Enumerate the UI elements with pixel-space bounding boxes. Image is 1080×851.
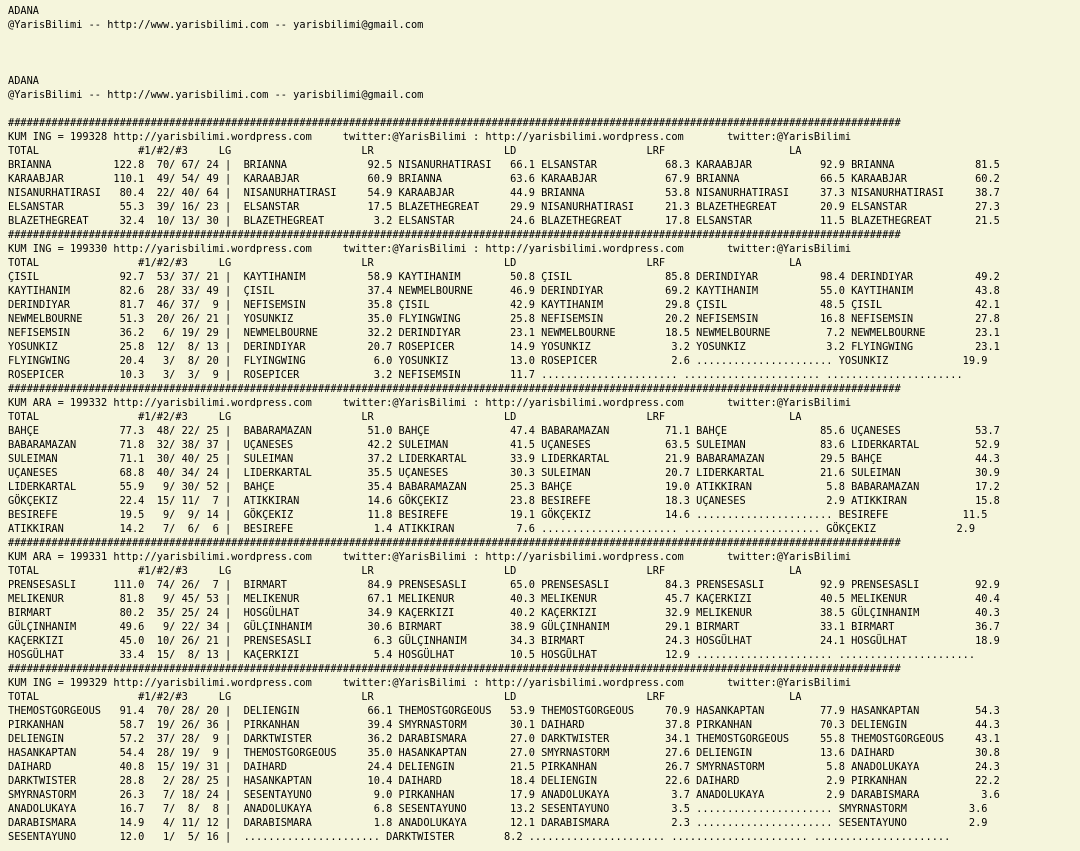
race-row: NEFISEMSIN 36.2 6/ 19/ 29 | NEWMELBOURNE 32.2 DERINDIYAR 23.1 NEWMELBOURNE 18.5 NEWMELBOURNE 7.2 NEWMELBOURNE 23.1 bbox=[8, 327, 1000, 339]
race-row: KAÇERKIZI 45.0 10/ 26/ 21 | PRENSESASLI 6.3 GÜLÇINHANIM 34.3 BIRMART 24.3 HOSGÜLHAT 24.1 HOSGÜLHAT 18.9 bbox=[8, 635, 1000, 647]
race-row: GÖKÇEKIZ 22.4 15/ 11/ 7 | ATIKKIRAN 14.6 GÖKÇEKIZ 23.8 BESIREFE 18.3 UÇANESES 2.9 ATIKKIRAN 15.8 bbox=[8, 495, 1000, 507]
race-title: KUM ARA = 199332 http://yarisbilimi.wordpress.com twitter:@YarisBilimi : http://yarisbilimi.wordpress.com twitter:@YarisBilimi bbox=[8, 397, 852, 409]
race-row: DARKTWISTER 28.8 2/ 28/ 25 | HASANKAPTAN 10.4 DAIHARD 18.4 DELIENGIN 22.6 DAIHARD 2.9 PIRKANHAN 22.2 bbox=[8, 775, 1000, 787]
race-separator: ################################################################################################################################################ bbox=[8, 229, 901, 241]
race-row: HASANKAPTAN 54.4 28/ 19/ 9 | THEMOSTGORGEOUS 35.0 HASANKAPTAN 27.0 SMYRNASTORM 27.6 DELIENGIN 13.6 DAIHARD 30.8 bbox=[8, 747, 1000, 759]
race-separator: ################################################################################################################################################ bbox=[8, 117, 901, 129]
race-column-header: TOTAL #1/#2/#3 LG LR LD LRF LA bbox=[8, 565, 802, 577]
race-row: ANADOLUKAYA 16.7 7/ 8/ 8 | ANADOLUKAYA 6.8 SESENTAYUNO 13.2 SESENTAYUNO 3.5 ...................... SMYRNASTORM 3.6 bbox=[8, 803, 988, 815]
race-row: BIRMART 80.2 35/ 25/ 24 | HOSGÜLHAT 34.9 KAÇERKIZI 40.2 KAÇERKIZI 32.9 MELIKENUR 38.5 GÜLÇINHANIM 40.3 bbox=[8, 607, 1000, 619]
race-row: BAHÇE 77.3 48/ 22/ 25 | BABARAMAZAN 51.0 BAHÇE 47.4 BABARAMAZAN 71.1 BAHÇE 85.6 UÇANESES 53.7 bbox=[8, 425, 1000, 437]
race-row: THEMOSTGORGEOUS 91.4 70/ 28/ 20 | DELIENGIN 66.1 THEMOSTGORGEOUS 53.9 THEMOSTGORGEOUS 70.9 HASANKAPTAN 77.9 HASANKAPTAN 54.3 bbox=[8, 705, 1000, 717]
race-row: ATIKKIRAN 14.2 7/ 6/ 6 | BESIREFE 1.4 ATIKKIRAN 7.6 ...................... ...................... GÖKÇEKIZ 2.9 bbox=[8, 523, 976, 535]
race-row: HOSGÜLHAT 33.4 15/ 8/ 13 | KAÇERKIZI 5.4 HOSGÜLHAT 10.5 HOSGÜLHAT 12.9 ...................... ...................... bbox=[8, 649, 976, 661]
race-column-header: TOTAL #1/#2/#3 LG LR LD LRF LA bbox=[8, 257, 802, 269]
credits-line: @YarisBilimi -- http://www.yarisbilimi.com -- yarisbilimi@gmail.com bbox=[8, 19, 424, 31]
race-row: DARABISMARA 14.9 4/ 11/ 12 | DARABISMARA 1.8 ANADOLUKAYA 12.1 DARABISMARA 2.3 ...................... SESENTAYUNO 2.9 bbox=[8, 817, 988, 829]
race-title: KUM ING = 199330 http://yarisbilimi.wordpress.com twitter:@YarisBilimi : http://yarisbilimi.wordpress.com twitter:@YarisBilimi bbox=[8, 243, 852, 255]
race-title: KUM ING = 199329 http://yarisbilimi.wordpress.com twitter:@YarisBilimi : http://yarisbilimi.wordpress.com twitter:@YarisBilimi bbox=[8, 677, 852, 689]
race-row: LIDERKARTAL 55.9 9/ 30/ 52 | BAHÇE 35.4 BABARAMAZAN 25.3 BAHÇE 19.0 ATIKKIRAN 5.8 BABARAMAZAN 17.2 bbox=[8, 481, 1000, 493]
race-row: NISANURHATIRASI 80.4 22/ 40/ 64 | NISANURHATIRASI 54.9 KARAABJAR 44.9 BRIANNA 53.8 NISANURHATIRASI 37.3 NISANURHATIRASI 38.7 bbox=[8, 187, 1000, 199]
city-heading-repeat: ADANA bbox=[8, 75, 39, 87]
race-row: ÇISIL 92.7 53/ 37/ 21 | KAYTIHANIM 58.9 KAYTIHANIM 50.8 ÇISIL 85.8 DERINDIYAR 98.4 DERINDIYAR 49.2 bbox=[8, 271, 1000, 283]
spacer bbox=[8, 46, 1080, 60]
race-row: SULEIMAN 71.1 30/ 40/ 25 | SULEIMAN 37.2 LIDERKARTAL 33.9 LIDERKARTAL 21.9 BABARAMAZAN 29.5 BAHÇE 44.3 bbox=[8, 453, 1000, 465]
race-row: ROSEPICER 10.3 3/ 3/ 9 | ROSEPICER 3.2 NEFISEMSIN 11.7 ...................... ...................... ...................... bbox=[8, 369, 963, 381]
race-row: BRIANNA 122.8 70/ 67/ 24 | BRIANNA 92.5 NISANURHATIRASI 66.1 ELSANSTAR 68.3 KARAABJAR 92.9 BRIANNA 81.5 bbox=[8, 159, 1000, 171]
race-title: KUM ARA = 199331 http://yarisbilimi.wordpress.com twitter:@YarisBilimi : http://yarisbilimi.wordpress.com twitter:@YarisBilimi bbox=[8, 551, 852, 563]
race-separator: ################################################################################################################################################ bbox=[8, 663, 901, 675]
race-row: BABARAMAZAN 71.8 32/ 38/ 37 | UÇANESES 42.2 SULEIMAN 41.5 UÇANESES 63.5 SULEIMAN 83.6 LIDERKARTAL 52.9 bbox=[8, 439, 1000, 451]
race-row: FLYINGWING 20.4 3/ 8/ 20 | FLYINGWING 6.0 YOSUNKIZ 13.0 ROSEPICER 2.6 ...................... YOSUNKIZ 19.9 bbox=[8, 355, 988, 367]
race-list bbox=[8, 116, 1080, 844]
race-row: NEWMELBOURNE 51.3 20/ 26/ 21 | YOSUNKIZ 35.0 FLYINGWING 25.8 NEFISEMSIN 20.2 NEFISEMSIN 16.8 NEFISEMSIN 27.8 bbox=[8, 313, 1000, 325]
race-column-header: TOTAL #1/#2/#3 LG LR LD LRF LA bbox=[8, 145, 802, 157]
race-row: GÜLÇINHANIM 49.6 9/ 22/ 34 | GÜLÇINHANIM 30.6 BIRMART 38.9 GÜLÇINHANIM 29.1 BIRMART 33.1 BIRMART 36.7 bbox=[8, 621, 1000, 633]
race-row: SMYRNASTORM 26.3 7/ 18/ 24 | SESENTAYUNO 9.0 PIRKANHAN 17.9 ANADOLUKAYA 3.7 ANADOLUKAYA 2.9 DARABISMARA 3.6 bbox=[8, 789, 1000, 801]
race-row: DAIHARD 40.8 15/ 19/ 31 | DAIHARD 24.4 DELIENGIN 21.5 PIRKANHAN 26.7 SMYRNASTORM 5.8 ANADOLUKAYA 24.3 bbox=[8, 761, 1000, 773]
race-column-header: TOTAL #1/#2/#3 LG LR LD LRF LA bbox=[8, 411, 802, 423]
spacer bbox=[8, 60, 1080, 74]
race-row: ELSANSTAR 55.3 39/ 16/ 23 | ELSANSTAR 17.5 BLAZETHEGREAT 29.9 NISANURHATIRASI 21.3 BLAZETHEGREAT 20.9 ELSANSTAR 27.3 bbox=[8, 201, 1000, 213]
race-row: BESIREFE 19.5 9/ 9/ 14 | GÖKÇEKIZ 11.8 BESIREFE 19.1 GÖKÇEKIZ 14.6 ...................... BESIREFE 11.5 bbox=[8, 509, 988, 521]
race-row: DELIENGIN 57.2 37/ 28/ 9 | DARKTWISTER 36.2 DARABISMARA 27.0 DARKTWISTER 34.1 THEMOSTGORGEOUS 55.8 THEMOSTGORGEOUS 43.1 bbox=[8, 733, 1000, 745]
race-row: KAYTIHANIM 82.6 28/ 33/ 49 | ÇISIL 37.4 NEWMELBOURNE 46.9 DERINDIYAR 69.2 KAYTIHANIM 55.0 KAYTIHANIM 43.8 bbox=[8, 285, 1000, 297]
race-column-header: TOTAL #1/#2/#3 LG LR LD LRF LA bbox=[8, 691, 802, 703]
race-row: YOSUNKIZ 25.8 12/ 8/ 13 | DERINDIYAR 20.7 ROSEPICER 14.9 YOSUNKIZ 3.2 YOSUNKIZ 3.2 FLYINGWING 23.1 bbox=[8, 341, 1000, 353]
race-row: SESENTAYUNO 12.0 1/ 5/ 16 | ...................... DARKTWISTER 8.2 ...................... ...................... ...................... bbox=[8, 831, 951, 843]
race-row: DERINDIYAR 81.7 46/ 37/ 9 | NEFISEMSIN 35.8 ÇISIL 42.9 KAYTIHANIM 29.8 ÇISIL 48.5 ÇISIL 42.1 bbox=[8, 299, 1000, 311]
race-row: UÇANESES 68.8 40/ 34/ 24 | LIDERKARTAL 35.5 UÇANESES 30.3 SULEIMAN 20.7 LIDERKARTAL 21.6 SULEIMAN 30.9 bbox=[8, 467, 1000, 479]
race-row: MELIKENUR 81.8 9/ 45/ 53 | MELIKENUR 67.1 MELIKENUR 40.3 MELIKENUR 45.7 KAÇERKIZI 40.5 MELIKENUR 40.4 bbox=[8, 593, 1000, 605]
race-row: PRENSESASLI 111.0 74/ 26/ 7 | BIRMART 84.9 PRENSESASLI 65.0 PRENSESASLI 84.3 PRENSESASLI 92.9 PRENSESASLI 92.9 bbox=[8, 579, 1000, 591]
race-separator: ################################################################################################################################################ bbox=[8, 383, 901, 395]
race-separator: ################################################################################################################################################ bbox=[8, 537, 901, 549]
race-title: KUM ING = 199328 http://yarisbilimi.wordpress.com twitter:@YarisBilimi : http://yarisbilimi.wordpress.com twitter:@YarisBilimi bbox=[8, 131, 852, 143]
city-heading: ADANA bbox=[8, 5, 39, 17]
race-row: PIRKANHAN 58.7 19/ 26/ 36 | PIRKANHAN 39.4 SMYRNASTORM 30.1 DAIHARD 37.8 PIRKANHAN 70.3 DELIENGIN 44.3 bbox=[8, 719, 1000, 731]
credits-line-repeat: @YarisBilimi -- http://www.yarisbilimi.com -- yarisbilimi@gmail.com bbox=[8, 89, 424, 101]
spacer bbox=[8, 32, 1080, 46]
race-row: KARAABJAR 110.1 49/ 54/ 49 | KARAABJAR 60.9 BRIANNA 63.6 KARAABJAR 67.9 BRIANNA 66.5 KARAABJAR 60.2 bbox=[8, 173, 1000, 185]
spacer bbox=[8, 102, 1080, 116]
race-row: BLAZETHEGREAT 32.4 10/ 13/ 30 | BLAZETHEGREAT 3.2 ELSANSTAR 24.6 BLAZETHEGREAT 17.8 ELSANSTAR 11.5 BLAZETHEGREAT 21.5 bbox=[8, 215, 1000, 227]
